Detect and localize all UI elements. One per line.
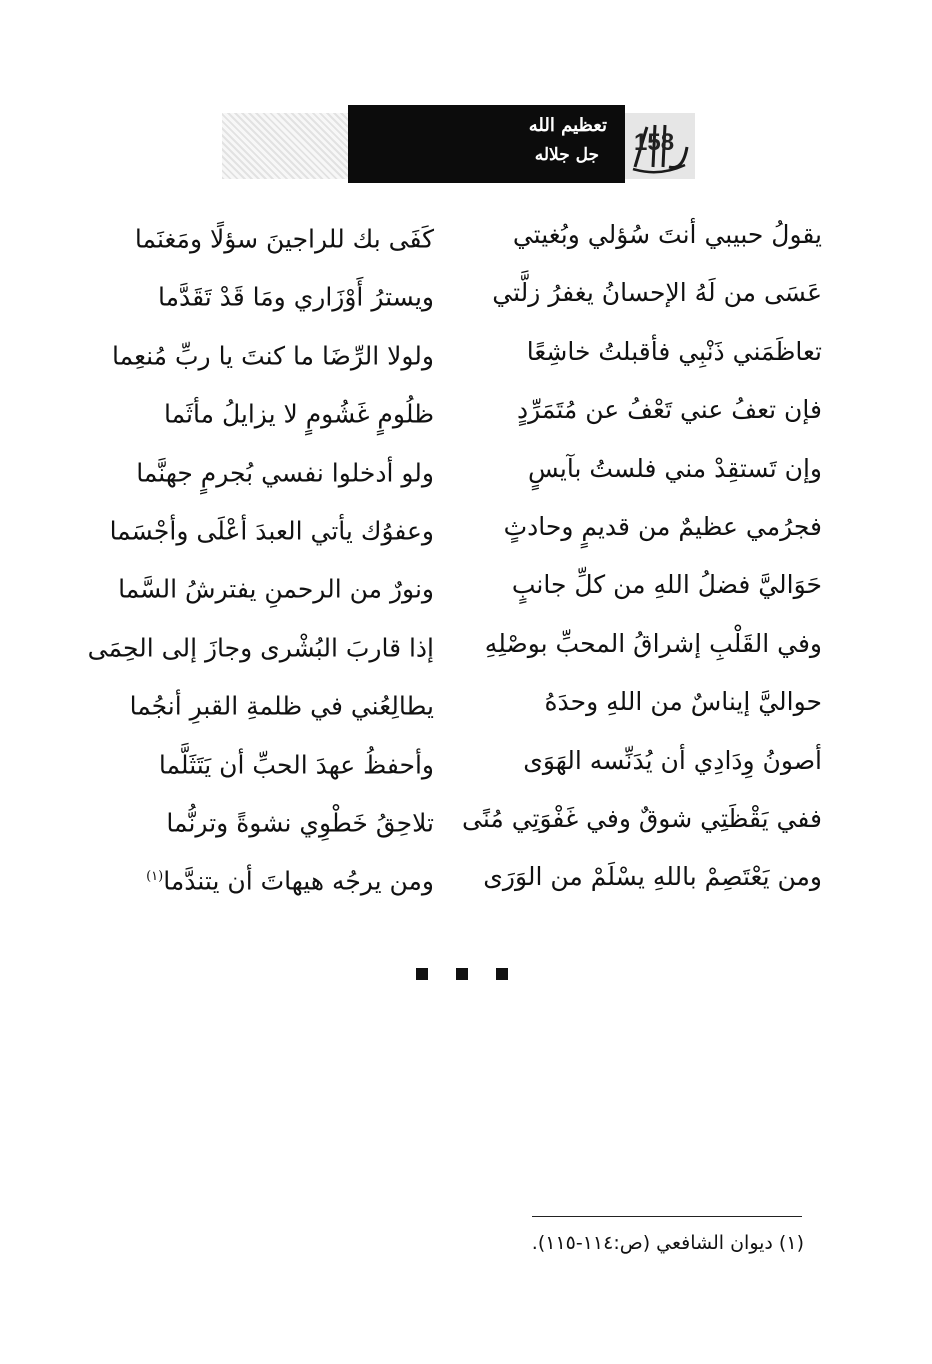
hemistich-text: ويسترُ أَوْزَاري ومَا قَدْ تَقَدَّما xyxy=(157,282,434,312)
hemistich-text: تلاحِقُ خَطْوِي نشوةً وترنُّما xyxy=(166,808,434,838)
verse-first-hemistich: أصونُ وِدَادِي أن يُدَنِّسه الهَوَى xyxy=(523,745,822,775)
hemistich-text: ونورٌ من الرحمنِ يفترشُ السَّما xyxy=(118,574,434,604)
hemistich-text: وعفوُك يأتي العبدَ أعْلَى وأجْسَما xyxy=(109,516,434,546)
footnote: (١) ديوان الشافعي (ص:١١٤-١١٥). xyxy=(531,1232,804,1254)
divider-square-icon xyxy=(456,968,468,980)
verse-second-hemistich xyxy=(134,206,434,268)
verse-first-hemistich: وإن تَستقِدْ مني فلستُ بآيسٍ xyxy=(528,453,822,483)
verse-first-hemistich: حواليَّ إيناسٌ من اللهِ وحدَهُ xyxy=(544,687,822,717)
verse-second-hemistich xyxy=(134,440,434,502)
verse-first-hemistich: فإن تعفُ عني تَعْفُ عن مُتَمَرِّدٍ xyxy=(516,395,822,425)
verse-line xyxy=(110,323,822,381)
verse-second-hemistich xyxy=(87,615,434,677)
verse-line xyxy=(110,556,822,614)
divider-square-icon xyxy=(416,968,428,980)
divider-square-icon xyxy=(496,968,508,980)
hemistich-text: وأحفظُ عهدَ الحبِّ أن يَتَثَلَّما xyxy=(158,749,434,779)
hemistich-text: يطالِعُني في ظلمةِ القبرِ أنجُما xyxy=(129,691,434,721)
verse-second-hemistich xyxy=(118,556,434,618)
verse-first-hemistich: ومن يَعْتَصِمْ باللهِ يسْلَمْ من الوَرَى xyxy=(483,862,822,892)
verse-second-hemistich xyxy=(134,848,434,910)
verse-first-hemistich: تعاظَمَني ذَنْبِي فأقبلتُ خاشِعًا xyxy=(526,336,822,366)
hemistich-text: ولولا الرِّضَا ما كنتَ يا ربِّ مُنعِما xyxy=(112,341,434,371)
page-header xyxy=(222,105,702,183)
verse-line xyxy=(110,790,822,848)
header-texture xyxy=(222,113,348,179)
verse-line xyxy=(87,615,822,673)
verse-first-hemistich: ففي يَقْظَتِي شوقٌ وفي غَفْوَتِي مُنًى xyxy=(462,803,822,833)
verse-line xyxy=(110,264,822,322)
verse-line xyxy=(110,381,822,439)
verse-first-hemistich: فجرُمي عظيمٌ من قديمٍ وحادثٍ xyxy=(503,511,822,541)
verse-first-hemistich: عَسَى من لَهُ الإحسانُ يغفرُ زلَّتي xyxy=(492,278,822,308)
hemistich-text: ومن يرجُه هيهاتَ أن يتندَّما xyxy=(163,866,434,896)
verse-first-hemistich: حَوَاليَّ فضلُ اللهِ من كلِّ جانبٍ xyxy=(511,570,822,600)
footnote-separator xyxy=(532,1216,802,1217)
header-title-box xyxy=(348,105,625,183)
section-divider xyxy=(412,964,512,984)
verse-line xyxy=(110,498,822,556)
verse-line xyxy=(110,732,822,790)
verse-second-hemistich xyxy=(112,323,434,385)
header-title: تعظيم الله xyxy=(528,115,607,136)
verse-line xyxy=(110,673,822,731)
verse-line xyxy=(110,206,822,264)
footnote-ref: (١) xyxy=(146,869,164,885)
verse-line xyxy=(110,440,822,498)
hemistich-text: كَفَى بك للراجينَ سؤلًا ومَغنَما xyxy=(134,224,434,254)
header-subtitle: جل جلاله xyxy=(534,145,599,165)
verse-second-hemistich xyxy=(129,673,434,735)
verse-line xyxy=(110,848,822,906)
hemistich-text: إذا قاربَ البُشْرى وجازَ إلى الحِمَى xyxy=(87,633,434,663)
verse-second-hemistich xyxy=(109,498,434,560)
verse-second-hemistich xyxy=(134,790,434,852)
verse-second-hemistich xyxy=(134,381,434,443)
verse-second-hemistich xyxy=(134,732,434,794)
verse-first-hemistich: يقولُ حبيبي أنتَ سُؤلي وبُغيتي xyxy=(512,220,822,249)
poem xyxy=(87,206,822,907)
page-number: 158 xyxy=(634,129,675,156)
verse-second-hemistich xyxy=(134,264,434,326)
verse-first-hemistich: وفي القَلْبِ إشراقُ المحبِّ بوصْلِهِ xyxy=(484,628,822,658)
hemistich-text: ظلُومٍ غَشُومٍ لا يزايلُ مأثَما xyxy=(163,399,434,429)
hemistich-text: ولو أدخلوا نفسي بُجرمٍ جهنَّما xyxy=(136,457,434,487)
